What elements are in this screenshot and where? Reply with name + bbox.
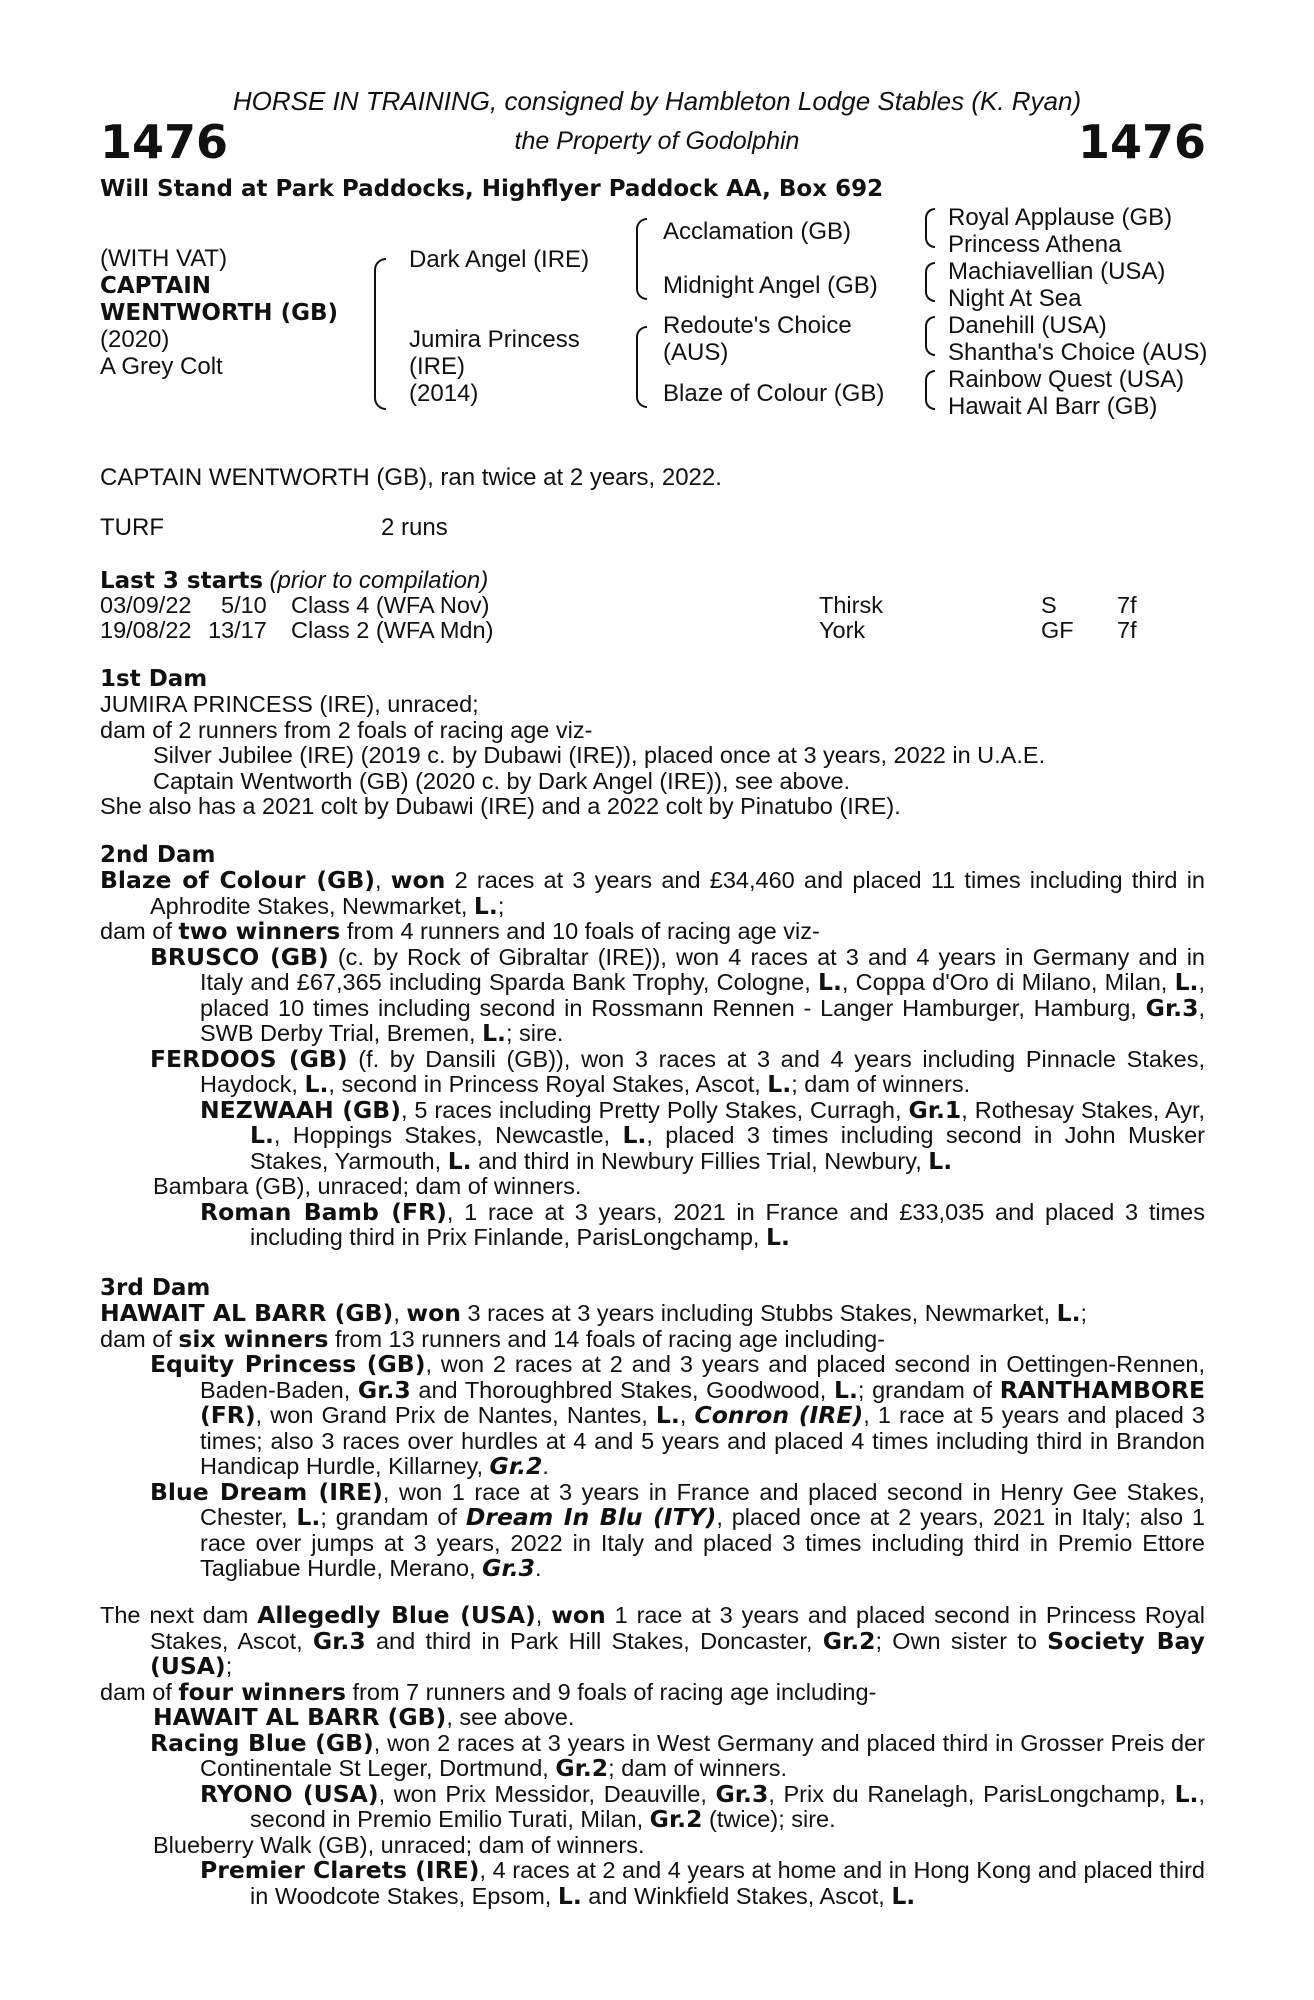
lot-number-left: 1476 — [100, 115, 229, 169]
pedigree-brace-ss — [925, 208, 935, 248]
next-dam-offspring: HAWAIT AL BARR (GB), see above. — [153, 1703, 575, 1731]
first-dam-line: She also has a 2021 colt by Dubawi (IRE) and a 2022 colt by Pinatubo (IRE). — [100, 793, 901, 819]
first-dam-section — [100, 666, 1205, 820]
pedigree-dam-line1: Jumira Princess — [409, 326, 580, 353]
pedigree-dd-sire: Rainbow Quest (USA) — [948, 366, 1185, 393]
pedigree-brace-sire — [636, 218, 647, 300]
pedigree-ss-dam: Princess Athena — [948, 231, 1122, 258]
second-dam-grandoffspring: Roman Bamb (FR), 1 race at 3 years, 2021 in France and £33,035 and placed 3 times including third in Prix Finlande, ParisLongchamp, L. — [200, 1197, 1206, 1251]
third-dam-record: HAWAIT AL BARR (GB), won 3 races at 3 years including Stubbs Stakes, Newmarket, L.; — [100, 1299, 1088, 1327]
pedigree-ds-dam: Shantha's Choice (AUS) — [948, 339, 1208, 366]
last-starts-heading — [100, 567, 488, 595]
second-dam-grandoffspring: NEZWAAH (GB), 5 races including Pretty Polly Stakes, Curragh, Gr.1, Rothesay Stakes, Ayr, L., Hoppings Stakes, Newcastle, L., placed 3 times including second in John Musker Stakes, Yarmouth, L. and third in Newbury Fillies Trial, Newbury, L. — [200, 1095, 1206, 1175]
pedigree-sire: Dark Angel (IRE) — [409, 246, 590, 273]
second-dam-offspring: FERDOOS (GB) (f. by Dansili (GB)), won 3 races at 3 and 4 years including Pinnacle Stakes, Haydock, L., second in Princess Royal Stakes, Ascot, L.; dam of winners. — [150, 1044, 1205, 1098]
start-row-race: Class 4 (WFA Nov) — [291, 592, 490, 618]
start-row-date: 03/09/22 — [100, 592, 192, 618]
pedigree-dd-dam: Hawait Al Barr (GB) — [948, 393, 1158, 420]
pedigree-brace-dd — [925, 370, 935, 410]
start-row-pos: 13/17 — [208, 617, 267, 643]
second-dam-offspring: BRUSCO (GB) (c. by Rock of Gibraltar (IRE)), won 4 races at 3 and 4 years in Germany and in Italy and £67,365 including Sparda Bank Trophy, Cologne, L., Coppa d'Oro di Milano, Milan, L., placed 10 times including second in Rossmann Rennen - Langer Hamburger, Hamburg, Gr.3, SWB Derby Trial, Bremen, L.; sire. — [150, 942, 1205, 1047]
start-row-course: York — [819, 617, 866, 643]
consignor-line: HORSE IN TRAINING, consigned by Hambleton Lodge Stables (K. Ryan) — [232, 86, 1082, 116]
property-line: the Property of Godolphin — [514, 127, 800, 155]
surface-runs: 2 runs — [381, 514, 448, 541]
next-dam-produce-summary: dam of four winners from 7 runners and 9 foals of racing age including- — [100, 1677, 877, 1706]
next-dam-grandoffspring: Premier Clarets (IRE), 4 races at 2 and 4 years at home and in Hong Kong and placed third in Woodcote Stakes, Epsom, L. and Winkfield Stakes, Ascot, L. — [200, 1856, 1206, 1910]
pedigree-sire-sire: Acclamation (GB) — [663, 218, 852, 245]
next-dam-offspring: Blueberry Walk (GB), unraced; dam of winners. — [153, 1831, 645, 1858]
next-dam-grandoffspring: RYONO (USA), won Prix Messidor, Deauville, Gr.3, Prix du Ranelagh, ParisLongchamp, L., second in Premio Emilio Turati, Milan, Gr.2 (twice); sire. — [200, 1779, 1206, 1833]
start-row-course: Thirsk — [819, 592, 883, 618]
horse-name-line1: CAPTAIN — [100, 273, 212, 299]
next-dam-record: The next dam Allegedly Blue (USA), won 1 race at 3 years and placed second in Princess Royal Stakes, Ascot, Gr.3 and third in Park Hill Stakes, Doncaster, Gr.2; Own sister to Society Bay (USA); — [100, 1601, 1205, 1680]
third-dam-heading: 3rd Dam — [100, 1275, 211, 1301]
first-dam-produce: Silver Jubilee (IRE) (2019 c. by Dubawi (IRE)), placed once at 3 years, 2022 in U.A.E. — [153, 742, 1046, 768]
pedigree-dam-sire-line1: Redoute's Choice — [663, 312, 852, 339]
horse-year: (2020) — [100, 326, 170, 353]
third-dam-offspring: Equity Princess (GB), won 2 races at 2 and 3 years and placed second in Oettingen-Rennen, Baden-Baden, Gr.3 and Thoroughbred Stakes, Goodwood, L.; grandam of RANTHAMBORE (FR), won Grand Prix de Nantes, Nantes, L., Conron (IRE), 1 race at 5 years and placed 3 times; also 3 races over hurdles at 4 and 5 years and placed 4 times including third in Brandon Handicap Hurdle, Killarney, Gr.2. — [150, 1350, 1205, 1480]
third-dam-section — [100, 1275, 1205, 1582]
start-row-going: GF — [1041, 617, 1074, 643]
second-dam-produce-summary: dam of two winners from 4 runners and 10 foals of racing age viz- — [100, 917, 820, 945]
start-row-dist: 7f — [1117, 617, 1137, 643]
start-row-date: 19/08/22 — [100, 617, 192, 643]
pedigree-ds-sire: Danehill (USA) — [948, 312, 1107, 339]
second-dam-section — [100, 842, 1205, 1251]
horse-name-line2: WENTWORTH (GB) — [100, 300, 338, 326]
next-dam-section — [100, 1603, 1205, 1909]
race-summary: CAPTAIN WENTWORTH (GB), ran twice at 2 years, 2022. — [100, 464, 722, 491]
start-row-dist: 7f — [1117, 592, 1137, 618]
pedigree-ss-sire: Royal Applause (GB) — [948, 204, 1173, 231]
start-row-race: Class 2 (WFA Mdn) — [291, 617, 494, 643]
pedigree-sd-sire: Machiavellian (USA) — [948, 258, 1166, 285]
pedigree-brace-col1 — [374, 258, 386, 410]
pedigree-brace-sd — [925, 262, 935, 302]
lot-number-right: 1476 — [1077, 115, 1206, 169]
pedigree-dam-dam: Blaze of Colour (GB) — [663, 380, 885, 407]
pedigree-dam-sire-line2: (AUS) — [663, 339, 729, 366]
first-dam-heading: 1st Dam — [100, 666, 208, 692]
second-dam-record: Blaze of Colour (GB), won 2 races at 3 years and £34,460 and placed 11 times including third in Aphrodite Stakes, Newmarket, L.; — [100, 866, 1205, 920]
second-dam-heading: 2nd Dam — [100, 842, 216, 868]
start-row-going: S — [1041, 592, 1057, 618]
first-dam-produce: Captain Wentworth (GB) (2020 c. by Dark Angel (IRE)), see above. — [153, 767, 851, 794]
third-dam-offspring: Blue Dream (IRE), won 1 race at 3 years in France and placed second in Henry Gee Stakes, Chester, L.; grandam of Dream In Blu (ITY), placed once at 2 years, 2021 in Italy; also 1 race over jumps at 3 years, 2022 in Italy and placed 3 times including third in Premio Ettore Tagliabue Hurdle, Merano, Gr.3. — [150, 1477, 1205, 1582]
first-dam-line: JUMIRA PRINCESS (IRE), unraced; — [100, 691, 479, 717]
surface-label: TURF — [100, 514, 164, 541]
pedigree-sd-dam: Night At Sea — [948, 285, 1082, 312]
next-dam-offspring: Racing Blue (GB), won 2 races at 3 years in West Germany and placed third in Grosser Preis der Continentale St Leger, Dortmund, Gr.2; dam of winners. — [150, 1728, 1205, 1782]
start-row-pos: 5/10 — [221, 592, 267, 618]
pedigree-brace-ds — [925, 316, 935, 356]
pedigree-brace-dam — [636, 326, 647, 408]
pedigree-sire-dam: Midnight Angel (GB) — [663, 272, 878, 299]
pedigree-dam-line3: (2014) — [409, 380, 479, 407]
first-dam-line: dam of 2 runners from 2 foals of racing age viz- — [100, 716, 593, 743]
vat-note: (WITH VAT) — [100, 245, 228, 272]
second-dam-offspring: Bambara (GB), unraced; dam of winners. — [153, 1173, 582, 1199]
last-starts-note: (prior to compilation) — [269, 567, 489, 594]
horse-description: A Grey Colt — [100, 353, 223, 380]
stand-line: Will Stand at Park Paddocks, Highflyer Paddock AA, Box 692 — [100, 176, 884, 202]
last-starts-title: Last 3 starts — [100, 568, 264, 594]
third-dam-produce-summary: dam of six winners from 13 runners and 14 foals of racing age including- — [100, 1324, 885, 1353]
pedigree-dam-line2: (IRE) — [409, 353, 465, 380]
